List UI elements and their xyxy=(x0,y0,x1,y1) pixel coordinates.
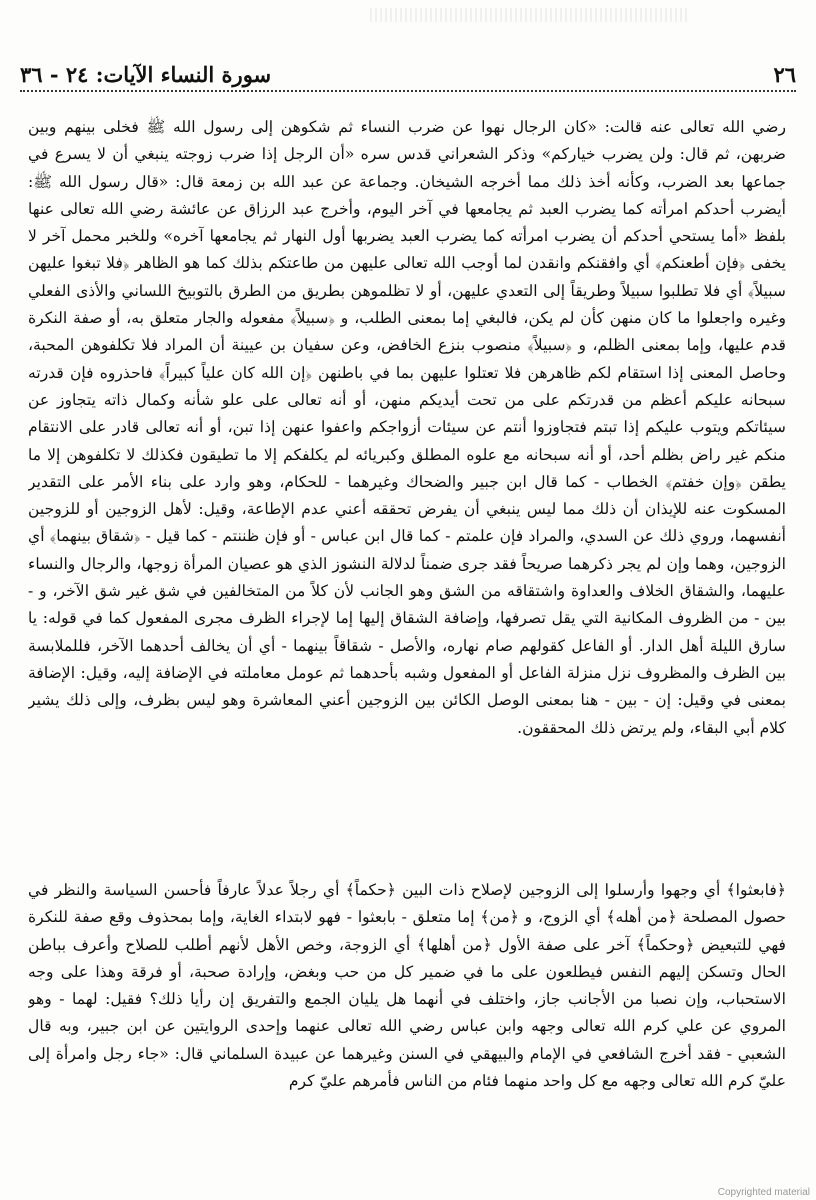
scan-artifact xyxy=(370,8,690,22)
header-divider xyxy=(20,90,796,92)
running-title: سورة النساء الآيات: ٢٤ - ٣٦ xyxy=(20,61,272,87)
body-paragraph-2: ﴿فابعثوا﴾ أي وجهوا وأرسلوا إلى الزوجين لإصلاح ذات البين ﴿حكماً﴾ أي رجلاً عدلاً عارفاً فأحسن السياسة والنظر في حصول المصلحة ﴿من أهله﴾ أي الزوج، و ﴿من﴾ إما متعلق - بابعثوا - فهو لابتداء الغاية، وإما بمحذوف وقع صفة للنكرة فهي للتبعيض ﴿وحكماً﴾ آخر على صفة الأول ﴿من أهلها﴾ أي الزوجة، وخص الأهل لأنهم أطلب للصلاح وأعرف بباطن الحال وتسكن إليهم النفس فيطلعون على ما في ضمير كل من حب وبغض، وإرادة صحبة، أو فرقة وهذا على وجه الاستحباب، وإن نصبا من الأجانب جاز، واختلف في أنهما هل يليان الجمع والتفريق إن رأيا ذلك؟ فقيل: لهما - وهو المروي عن علي كرم الله تعالى وجهه وابن عباس رضي الله تعالى عنهما وإحدى الروايتين عن ابن جبير، وبه قال الشعبي - فقد أخرج الشافعي في الإمام والبيهقي في السنن وغيرهما عن عبيدة السلماني قال: «جاء رجل وامرأة إلى عليّ كرم الله تعالى وجهه مع كل واحد منهما فئام من الناس فأمرهم عليّ كرم xyxy=(28,881,786,1091)
page-number: ٢٦ xyxy=(773,61,796,87)
copyright-watermark: Copyrighted material xyxy=(717,1187,810,1198)
page-header xyxy=(20,58,796,90)
body-paragraph-1: رضي الله تعالى عنه قالت: «كان الرجال نهوا عن ضرب النساء ثم شكوهن إلى رسول الله ﷺ فخلى بينهم وبين ضربهن، ثم قال: ولن يضرب خياركم» وذكر الشعراني قدس سره «أن الرجل إذا ضرب زوجته ينبغي أن لا يسرع في جماعها بعد الضرب، وكأنه أخذ ذلك مما أخرجه الشيخان. وجماعة عن عبد الله بن زمعة قال: «قال رسول الله ﷺ: أيضرب أحدكم امرأته كما يضرب العبد ثم يجامعها في آخر اليوم، وأخرج عبد الرزاق عن عائشة رضي الله تعالى عنها بلفظ «أما يستحي أحدكم أن يضرب امرأته كما يضرب العبد يضربها أول النهار ثم يجامعها آخره» وللخبر محمل آخر لا يخفى ﴿فإن أطعنكم﴾ أي وافقنكم وانقدن لما أوجب الله تعالى عليهن من طاعتكم بذلك كما هو الظاهر ﴿فلا تبغوا عليهن سبيلاً﴾ أي فلا تطلبوا سبيلاً وطريقاً إلى التعدي عليهن، أو لا تظلموهن بطريق من الطرق بالتوبيخ اللساني والأذى الفعلي وغيره واجعلوا ما كان منهن كأن لم يكن، فالبغي إما بمعنى الطلب، و ﴿سبيلاً﴾ مفعوله والجار متعلق به، أو صفة النكرة قدم عليها، وإما بمعنى الظلم، و ﴿سبيلاً﴾ منصوب بنزع الخافض، وعن سفيان بن عيينة أن المراد فلا تكلفوهن المحبة، وحاصل المعنى إذا استقام لكم ظاهرهن فلا تعتلوا عليهن بما في باطنهن ﴿إن الله كان علياً كبيراً﴾ فاحذروه فإن قدرته سبحانه عليكم أعظم من قدرتكم على من تحت أيديكم منهن، أو أنه تعالى على علو شأنه وكمال ذاته يتجاوز عن سيئاتكم ويتوب عليكم إذا تبتم فتجاوزوا أنتم عن سيئات أزواجكم واعفوا عنهن إذا تبن، أو أنه تعالى قادر على الانتقام منكم غير راض بظلم أحد، أو أنه سبحانه مع علوه المطلق وكبريائه لم يكلفكم إلا ما تطيقون فكذلك لا تكلفوهن إلا ما يطقن ﴿وإن خفتم﴾ الخطاب - كما قال ابن جبير والضحاك وغيرهما - للحكام، وهو وارد على بناء الأمر على التقدير المسكوت عنه للإيذان أن ذلك مما ليس ينبغي أن يفرض تحققه أعني عدم الإطاعة، وقيل: لأهل الزوجين أو للزوجين أنفسهما، وروي ذلك عن السدي، والمراد فإن علمتم - كما قال ابن عباس - أو فإن ظننتم - كما قيل - ﴿شقاق بينهما﴾ أي الزوجين، وهما وإن لم يجر ذكرهما صريحاً فقد جرى ضمناً لدلالة النشوز الذي هو عصيان المرأة زوجها، والرجال والنساء عليهما، والشقاق الخلاف والعداوة واشتقاقه من الشق وهو الجانب لأن كلاً من المتخالفين في شق غير شق الآخر، و - بين - من الظروف المكانية التي يقل تصرفها، وإضافة الشقاق إليها إما لإجراء الظرف مجرى المفعول كما في قوله: يا سارق الليلة أهل الدار. أو الفاعل كقولهم صام نهاره، والأصل - شقاقاً بينهما - أي أن يخالف أحدهما الآخر، فللملابسة بين الظرف والمظروف نزل منزلة الفاعل أو المفعول وشبه بأحدهما ثم عومل معاملته في الإضافة إليه، وقيل: الإضافة بمعنى في وقيل: إن - بين - هنا بمعنى الوصل الكائن بين الزوجين أعني المعاشرة وهو ليس بظرف، وإلى ذلك يشير كلام أبي البقاء، ولم يرتض ذلك المحققون. xyxy=(28,118,786,737)
